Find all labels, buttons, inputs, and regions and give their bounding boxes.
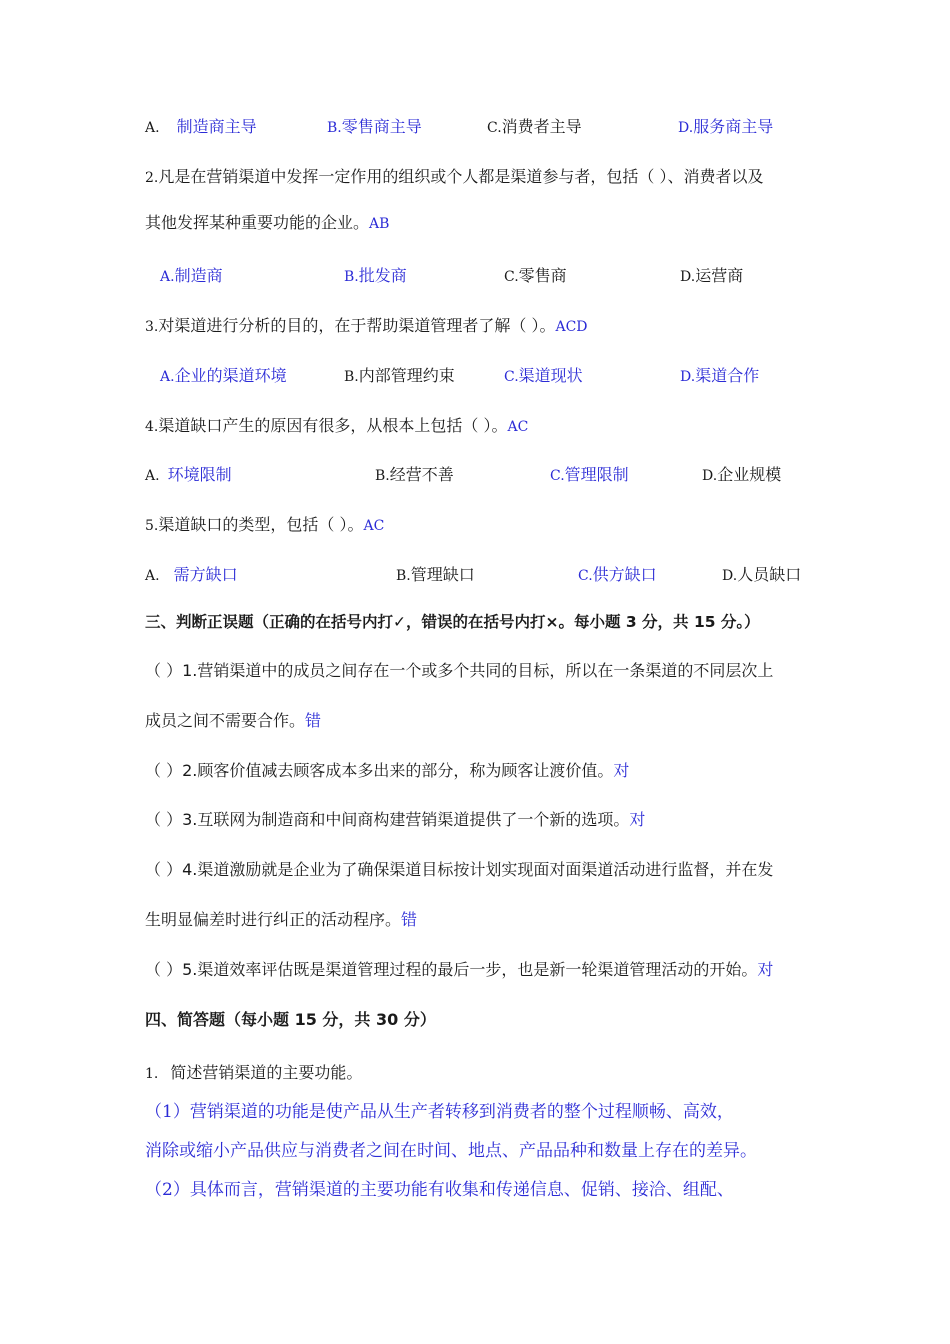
answer-paragraph-line2: 消除或缩小产品供应与消费者之间在时间、地点、产品品种和数量上存在的差异。 xyxy=(145,1141,757,1161)
option-text: 渠道现状 xyxy=(518,366,583,385)
question-text: 渠道缺口的类型，包括（ ）。 xyxy=(158,515,364,534)
tf-item-1-line1 xyxy=(145,660,773,682)
tf-item-1-line2 xyxy=(145,710,321,732)
q4-question xyxy=(145,415,528,438)
q4-option-a xyxy=(145,464,232,487)
question-number: 3. xyxy=(145,319,159,335)
q4-option-c xyxy=(550,464,629,487)
answer-key: AC xyxy=(507,419,529,435)
option-letter: D. xyxy=(680,269,696,285)
q2-question-line2 xyxy=(145,212,389,235)
option-text: 制造商主导 xyxy=(176,117,257,136)
q5-option-b xyxy=(396,564,475,587)
option-text: 企业的渠道环境 xyxy=(174,366,287,385)
question-number: 5. xyxy=(145,518,159,534)
option-letter: B. xyxy=(375,468,390,484)
q4-option-b xyxy=(375,464,454,487)
q2-option-d xyxy=(680,265,743,288)
option-letter: C. xyxy=(578,568,593,584)
tf-text: 生明显偏差时进行纠正的活动程序。 xyxy=(145,910,402,929)
option-letter: C. xyxy=(504,269,519,285)
option-text: 经营不善 xyxy=(389,465,454,484)
q1-option-d xyxy=(678,116,773,139)
q5-option-d xyxy=(722,564,801,587)
option-text: 内部管理约束 xyxy=(358,366,455,385)
answer-paragraph-line1: （1）营销渠道的功能是使产品从生产者转移到消费者的整个过程顺畅、高效， xyxy=(145,1102,734,1122)
option-letter: A. xyxy=(145,120,160,136)
q1-option-c xyxy=(487,116,582,139)
tf-prefix: （ ）3. xyxy=(145,810,198,829)
answer-key: AC xyxy=(363,518,385,534)
tf-answer: 对 xyxy=(629,810,646,829)
tf-item-3 xyxy=(145,809,645,831)
option-letter: C. xyxy=(504,369,519,385)
question-text: 对渠道进行分析的目的，在于帮助渠道管理者了解（ ）。 xyxy=(158,316,556,335)
option-letter: D. xyxy=(680,369,696,385)
tf-text: 成员之间不需要合作。 xyxy=(145,711,306,730)
answer-paragraph-line3: （2）具体而言，营销渠道的主要功能有收集和传递信息、促销、接洽、组配、 xyxy=(145,1180,734,1200)
option-letter: C. xyxy=(550,468,565,484)
option-text: 制造商 xyxy=(174,266,223,285)
q3-option-a xyxy=(160,365,287,388)
section3-heading: 三、判断正误题（正确的在括号内打✓，错误的在括号内打×。每小题 3 分，共 15 分。） xyxy=(145,613,760,631)
q5-option-c xyxy=(578,564,657,587)
tf-item-4-line2 xyxy=(145,909,417,931)
option-text: 批发商 xyxy=(358,266,407,285)
option-letter: D. xyxy=(702,468,718,484)
question-number: 4. xyxy=(145,419,159,435)
tf-answer: 错 xyxy=(305,711,322,730)
question-text: 凡是在营销渠道中发挥一定作用的组织或个人都是渠道参与者，包括（ ）、消费者以及 xyxy=(158,167,764,186)
tf-text: 营销渠道中的成员之间存在一个或多个共同的目标，所以在一条渠道的不同层次上 xyxy=(197,661,774,680)
option-text: 管理限制 xyxy=(564,465,629,484)
essay-question-1 xyxy=(145,1062,362,1085)
option-letter: B. xyxy=(344,269,359,285)
tf-text: 顾客价值减去顾客成本多出来的部分，称为顾客让渡价值。 xyxy=(197,761,614,780)
q1-option-b xyxy=(327,116,422,139)
q2-option-a xyxy=(160,265,223,288)
option-text: 服务商主导 xyxy=(693,117,774,136)
tf-answer: 对 xyxy=(757,960,774,979)
q1-option-a xyxy=(145,116,257,139)
option-letter: C. xyxy=(487,120,502,136)
option-text: 企业规模 xyxy=(717,465,782,484)
question-text: 其他发挥某种重要功能的企业。 xyxy=(145,213,370,232)
q5-option-a xyxy=(145,564,238,587)
tf-item-4-line1 xyxy=(145,859,773,881)
option-text: 零售商 xyxy=(518,266,567,285)
q3-option-d xyxy=(680,365,759,388)
option-letter: A. xyxy=(160,269,175,285)
question-text: 渠道缺口产生的原因有很多，从根本上包括（ ）。 xyxy=(158,416,508,435)
option-letter: A. xyxy=(145,568,160,584)
option-letter: B. xyxy=(327,120,342,136)
tf-item-5 xyxy=(145,959,773,981)
option-letter: A. xyxy=(160,369,175,385)
question-number: 1. xyxy=(145,1066,159,1082)
tf-prefix: （ ）4. xyxy=(145,860,198,879)
question-text: 简述营销渠道的主要功能。 xyxy=(170,1063,363,1082)
option-text: 运营商 xyxy=(695,266,744,285)
tf-text: 互联网为制造商和中间商构建营销渠道提供了一个新的选项。 xyxy=(197,810,630,829)
tf-answer: 对 xyxy=(613,761,630,780)
option-letter: D. xyxy=(722,568,738,584)
option-text: 供方缺口 xyxy=(592,565,657,584)
q2-option-b xyxy=(344,265,407,288)
option-letter: B. xyxy=(344,369,359,385)
option-text: 消费者主导 xyxy=(501,117,582,136)
option-letter: A. xyxy=(145,468,160,484)
option-letter: B. xyxy=(396,568,411,584)
tf-prefix: （ ）5. xyxy=(145,960,198,979)
answer-key: AB xyxy=(369,216,390,232)
tf-prefix: （ ）1. xyxy=(145,661,198,680)
q3-option-c xyxy=(504,365,583,388)
tf-answer: 错 xyxy=(401,910,418,929)
option-text: 管理缺口 xyxy=(410,565,475,584)
q5-question xyxy=(145,514,384,537)
option-text: 环境限制 xyxy=(167,465,232,484)
q2-option-c xyxy=(504,265,567,288)
q2-question-line1 xyxy=(145,166,763,189)
q3-option-b xyxy=(344,365,455,388)
section4-heading: 四、简答题（每小题 15 分，共 30 分） xyxy=(145,1010,436,1029)
tf-item-2 xyxy=(145,760,629,782)
option-text: 渠道合作 xyxy=(695,366,760,385)
option-letter: D. xyxy=(678,120,694,136)
option-text: 零售商主导 xyxy=(341,117,422,136)
option-text: 人员缺口 xyxy=(737,565,802,584)
question-number: 2. xyxy=(145,170,159,186)
tf-text: 渠道激励就是企业为了确保渠道目标按计划实现面对面渠道活动进行监督，并在发 xyxy=(197,860,774,879)
tf-prefix: （ ）2. xyxy=(145,761,198,780)
option-text: 需方缺口 xyxy=(173,565,238,584)
tf-text: 渠道效率评估既是渠道管理过程的最后一步，也是新一轮渠道管理活动的开始。 xyxy=(197,960,758,979)
answer-key: ACD xyxy=(555,319,588,335)
q3-question xyxy=(145,315,588,338)
q4-option-d xyxy=(702,464,781,487)
